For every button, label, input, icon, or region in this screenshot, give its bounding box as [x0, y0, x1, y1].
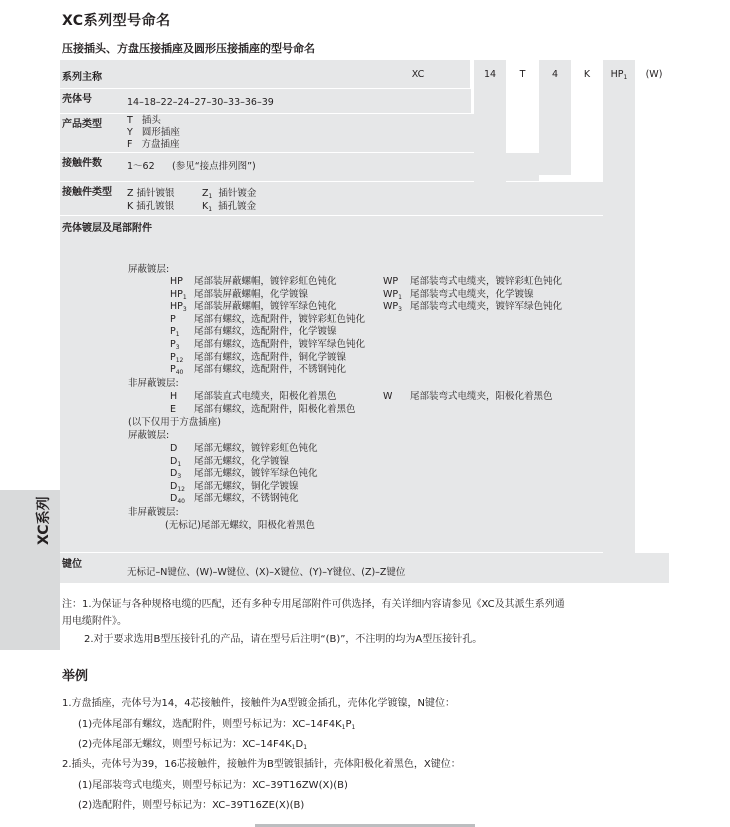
square-only-note: (以下仅用于方盘插座): [128, 417, 221, 428]
shielded-heading-2: 屏蔽镀层:: [128, 430, 170, 441]
code-xc: XC: [411, 69, 425, 80]
product-label: 产品类型: [62, 119, 102, 130]
example-1b: (2)壳体尾部无螺纹，则型号标记为：$XC-14F4K_1D_1$: [78, 739, 308, 751]
series-side-tab-label: XC系列: [36, 496, 52, 545]
product-item: T 插头: [127, 115, 161, 126]
contacts-note: (参见“接点排列图”): [172, 161, 256, 172]
unmarked-note: (无标记)尾部无螺纹，阳极化着黑色: [165, 520, 315, 531]
contact-k1: $K_1$ 插孔镀金: [202, 201, 257, 213]
note-2: 2.对于要求选用B型压接针孔的产品，请在型号后注明“(B)”，不注明的均为A型压接针孔。: [84, 634, 483, 645]
product-item: F 方盘插座: [127, 139, 180, 150]
key-values: 无标记–N键位、(W)–W键位、(X)–X键位、(Y)–Y键位、(Z)–Z键位: [127, 567, 406, 578]
unshielded-heading-2: 非屏蔽镀层:: [128, 507, 179, 518]
code-key: (W): [645, 69, 663, 80]
example-1: 1.方盘插座，壳体号为14，4芯接触件，接触件为A型镀金插孔，壳体化学镀镍，N键位：: [62, 698, 455, 709]
code-shell: 14: [483, 69, 497, 80]
note-1-cont: 用电缆附件》。: [62, 616, 127, 627]
unshielded-heading: 非屏蔽镀层:: [128, 378, 179, 389]
contacts-label: 接触件数: [62, 158, 102, 169]
example-2: 2.插头，壳体号为39，16芯接触件，接触件为B型镀银插针，壳体阳极化着黑色，X键位：: [62, 759, 461, 770]
page-subtitle: 压接插头、方盘压接插座及圆形压接插座的型号命名: [62, 42, 315, 55]
key-label: 键位: [62, 559, 82, 570]
shell-label: 壳体号: [62, 94, 92, 105]
code-plating: $HP_1$: [610, 69, 628, 81]
code-count: 4: [551, 69, 559, 80]
contact-z1: $Z_1$ 插针镀金: [202, 188, 257, 200]
example-2a: (1)尾部装弯式电缆夹，则型号标记为：XC–39T16ZW(X)(B): [78, 780, 348, 791]
contact-type-label: 接触件类型: [62, 187, 112, 198]
contacts-range: 1～62: [127, 161, 155, 172]
series-label: 系列主称: [62, 72, 102, 83]
note-1: 注：1.为保证与各种规格电缆的匹配，还有多种专用尾部附件可供选择，有关详细内容请参见《XC及其派生系列通: [62, 599, 565, 610]
example-1a: (1)壳体尾部有螺纹，选配附件，则型号标记为：$XC-14F4K_1P_1$: [78, 719, 356, 731]
plating-label: 壳体镀层及尾部附件: [62, 223, 152, 234]
contact-k: K 插孔镀银: [127, 201, 175, 212]
shielded-heading: 屏蔽镀层:: [128, 264, 170, 275]
code-type: T: [519, 69, 526, 80]
page-title: XC系列型号命名: [62, 13, 171, 29]
example-2b: (2)选配附件，则型号标记为：XC–39T16ZE(X)(B): [78, 800, 305, 811]
shell-values: 14–18–22–24–27–30–33–36–39: [127, 97, 274, 108]
examples-title: 举例: [62, 669, 89, 684]
product-item: Y 圆形插座: [127, 127, 180, 138]
contact-z: Z 插针镀银: [127, 188, 175, 199]
code-contact: K: [583, 69, 591, 80]
